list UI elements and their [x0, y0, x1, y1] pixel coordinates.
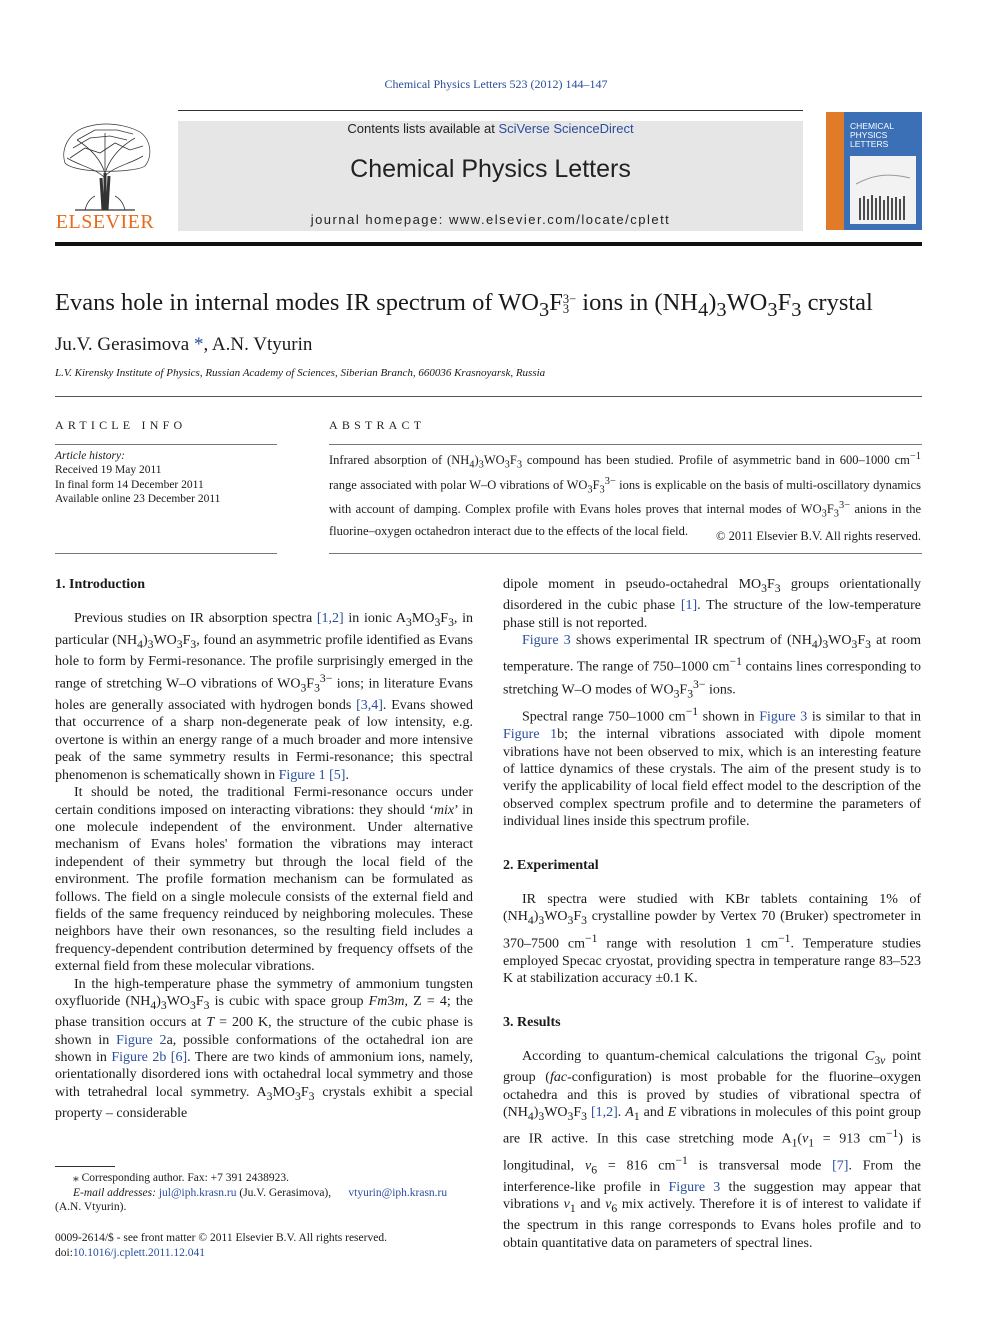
affiliation: L.V. Kirensky Institute of Physics, Russian Academy of Sciences, Siberian Branch, 660036 Krasnoyarsk, Russia	[55, 367, 546, 379]
paragraph: IR spectra were studied with KBr tablets containing 1% of $(NH_4)_3WO_3F_3$ crystalline powder by Vertex 70 (Bruker) spectrometer in 370–7500 $cm^{-1}$ range with resolution 1 $cm^{-1}$. Temperature studies employed Specac cryostat, providing spectra in temperature range 83–523 K at stabilization accuracy ±0.1 K.	[503, 892, 922, 987]
front-matter	[55, 1231, 473, 1260]
journal-title: Chemical Physics Letters	[350, 155, 631, 183]
author-2: A.N. Vtyurin	[211, 334, 313, 355]
article-info-rule-top	[55, 444, 277, 445]
paragraph: Figure 3 shows experimental IR spectrum of $(NH_4)_3WO_3F_3$ at room temperature. The range of 750–1000 $cm^{-1}$ contains lines corresponding to stretching W–O modes of $WO_3F_3^{3-}$ ions.	[503, 633, 922, 701]
citation-link[interactable]: [6]	[170, 1050, 188, 1065]
paragraph: Previous studies on IR absorption spectra [1,2] in ionic $A_3MO_3F_3$, in particular $(NH_4)_3WO_3F_3$, found an asymmetric profile identified as Evans hole to form by Fermi-resonance. The profile surprisingly emerged in the range of stretching W–O vibrations of $WO_3F_3^{3-}$ ions; in literature Evans holes are generally associated with hydrogen bonds [3,4]. Evans showed that occurrence of a sharp non-degenerate peak of low intensity, e.g. overtone is within an energy range of a much broader and more intensive peak of the same symmetry results in Fermi-resonance; this spectral phenomenon is schematically shown in Figure 1 [5].	[55, 611, 473, 783]
figure-link[interactable]: Figure 1	[503, 727, 558, 743]
elsevier-wordmark: ELSEVIER	[55, 211, 155, 233]
article-info-rule-bottom	[55, 553, 277, 554]
journal-reference[interactable]: Chemical Physics Letters 523 (2012) 144–147	[384, 77, 608, 91]
author-list: Ju.V. Gerasimova *, A.N. Vtyurin	[55, 334, 313, 355]
figure-link[interactable]: Figure 1	[278, 767, 326, 783]
online-date: Available online 23 December 2011	[55, 492, 221, 505]
abstract-text: Infrared absorption of $(NH_4)_3WO_3F_3$ compound has been studied. Profile of asymmetric band in 600–1000 $cm^{-1}$ range associated with polar W–O vibrations of $WO_3F_3^{3-}$ ions is explicable on the basis of multi-oscillatory dynamics with account of damping. Complex profile with Evans holes proves that internal modes of $WO_3F_3^{3-}$ anions in the fluorine–oxygen octahedron interact due to the effects of the local field.	[329, 451, 921, 538]
author-1: Ju.V. Gerasimova	[55, 334, 190, 355]
homepage-link[interactable]: www.elsevier.com/locate/cplett	[449, 212, 671, 227]
article-history	[55, 449, 220, 506]
paragraph: In the high-temperature phase the symmetry of ammonium tungsten oxyfluoride $(NH_4)_3WO_3F_3$ is cubic with space group Fm3m, Z = 4; the phase transition occurs at T = 200 K, the structure of the cubic phase is shown in Figure 2a, possible conformations of the octahedral ion are shown in Figure 2b [6]. There are two kinds of ammonium ions, namely, orientationally disordered ions with octahedral local symmetry and those with tetrahedral local symmetry. $A_3MO_3F_3$ crystals exhibit a special property – considerable	[55, 976, 474, 1122]
affiliation-rule	[55, 396, 922, 397]
figure-link[interactable]: Figure 3	[522, 633, 571, 649]
figure-link[interactable]: Figure 2b	[111, 1050, 167, 1065]
paragraph: According to quantum-chemical calculations the trigonal $C_{3v}$ point group (fac-configuration) is most probable for the fluorine–oxygen octahedra and this is proved by studies of vibrational spectra of $(NH_4)_3WO_3F_3$ [1,2]. $A_1$ and E vibrations in molecules of this point group are IR active. In this case stretching mode $A_1(\nu_1 = 913$ $cm^{-1}$) is longitudinal, $\nu_6 = 816$ $cm^{-1}$ is transversal mode [7]. From the interference-like profile in Figure 3 the suggestion may appear that vibrations $\nu_1$ and $\nu_6$ mix actively. Therefore it is of interest to validate if the spectrum in this range corresponds to Evans holes profile and to obtain quantitative data on parameters of spectral lines.	[503, 1048, 922, 1251]
cover-title-line: CHEMICAL	[850, 121, 894, 131]
figure-link[interactable]: Figure 3	[759, 709, 808, 725]
abstract-rule-bottom	[329, 553, 922, 554]
final-form-date: In final form 14 December 2011	[55, 478, 204, 491]
paper-title: Evans hole in internal modes IR spectrum of $WO_3F$ 3− 3 ions in $(NH_4)_3WO_3F_3$ crystal	[55, 289, 873, 321]
footnote	[55, 1171, 473, 1215]
corresponding-author-mark[interactable]: *	[193, 334, 204, 355]
citation-link[interactable]: [7]	[832, 1158, 849, 1174]
citation-link[interactable]: [3,4]	[356, 698, 383, 714]
body-column-right	[503, 576, 921, 1252]
citation-link[interactable]: [1]	[680, 598, 698, 614]
abstract-heading: ABSTRACT	[329, 418, 426, 432]
received-date: Received 19 May 2011	[55, 464, 162, 477]
journal-homepage: journal homepage: www.elsevier.com/locate/cplett	[310, 212, 671, 227]
footnote-rule	[55, 1166, 115, 1167]
citation-link[interactable]: [5]	[329, 767, 346, 783]
copyright-notice: © 2011 Elsevier B.V. All rights reserved.	[716, 529, 921, 543]
section-heading-introduction: 1. Introduction	[55, 577, 145, 592]
paragraph: dipole moment in pseudo-octahedral $MO_3F_3$ groups orientationally disordered in the cubic phase [1]. The structure of the low-temperature phase still is not reported.	[503, 577, 921, 631]
cover-title-line: PHYSICS	[850, 130, 888, 140]
section-heading-experimental: 2. Experimental	[503, 857, 599, 873]
section-heading-results: 3. Results	[503, 1014, 561, 1030]
issn-line: 0009-2614/$ - see front matter © 2011 Elsevier B.V. All rights reserved.	[55, 1232, 387, 1244]
cover-title-line: LETTERS	[850, 139, 889, 149]
cover-title	[850, 122, 920, 149]
email-link-1[interactable]: jul@iph.krasn.ru	[158, 1186, 237, 1199]
email-link-2[interactable]: vtyurin@iph.krasn.ru	[348, 1186, 448, 1199]
doi-link[interactable]: 10.1016/j.cplett.2011.12.041	[72, 1246, 206, 1259]
figure-link[interactable]: Figure 3	[668, 1179, 721, 1195]
citation-link[interactable]: [1,2]	[316, 611, 344, 627]
email-addresses: E-mail addresses: jul@iph.krasn.ru (Ju.V. Gerasimova), vtyurin@iph.krasn.ru	[73, 1186, 448, 1199]
citation-link[interactable]: [1,2]	[590, 1104, 618, 1120]
email-owner-2: (A.N. Vtyurin).	[55, 1201, 127, 1213]
history-label: Article history:	[55, 450, 125, 462]
header-top-rule	[178, 110, 803, 111]
sciencedirect-link[interactable]: SciVerse ScienceDirect	[498, 121, 634, 136]
paragraph: Spectral range 750–1000 $cm^{-1}$ shown in Figure 3 is similar to that in Figure 1b; the internal vibrations associated with dipole moment vibrations have not been observed to mix, which is an interesting feature of lattice dynamics of these crystals. The aim of the present study is to verify the applicability of local field effect model to the description of the observed complex spectrum profile and to determine the parameters of individual lines inside this spectrum profile.	[503, 705, 922, 830]
header-thick-rule	[55, 242, 922, 246]
abstract-rule-top	[329, 444, 922, 445]
corresponding-author-note: ⁎ Corresponding author. Fax: +7 391 2438923.	[73, 1172, 290, 1184]
paragraph: It should be noted, the traditional Fermi-resonance occurs under certain conditions imposed on interacting vibrations: they should ‘mix’ in one molecule independent of the environment. Under alternative mechanism of Evans holes' formation the vibrations may interact independent of their symmetry but through the local field of the environment. The profile formation mechanism can be formulated as follows. The field on a single molecule consists of the external field and fields of the same frequency reinduced by neighboring molecules. These neighbors have their own resonances, so the resulting field includes a frequency-dependent contribution determined by frequency offsets of the external field from these molecular vibrations.	[55, 785, 473, 975]
contents-availability-line: Contents lists available at SciVerse ScienceDirect	[347, 121, 634, 136]
article-info-heading: ARTICLE INFO	[55, 418, 187, 432]
figure-link[interactable]: Figure 2	[116, 1032, 167, 1048]
doi-line: doi:10.1016/j.cplett.2011.12.041	[55, 1246, 206, 1259]
body-column-left	[55, 576, 473, 1122]
